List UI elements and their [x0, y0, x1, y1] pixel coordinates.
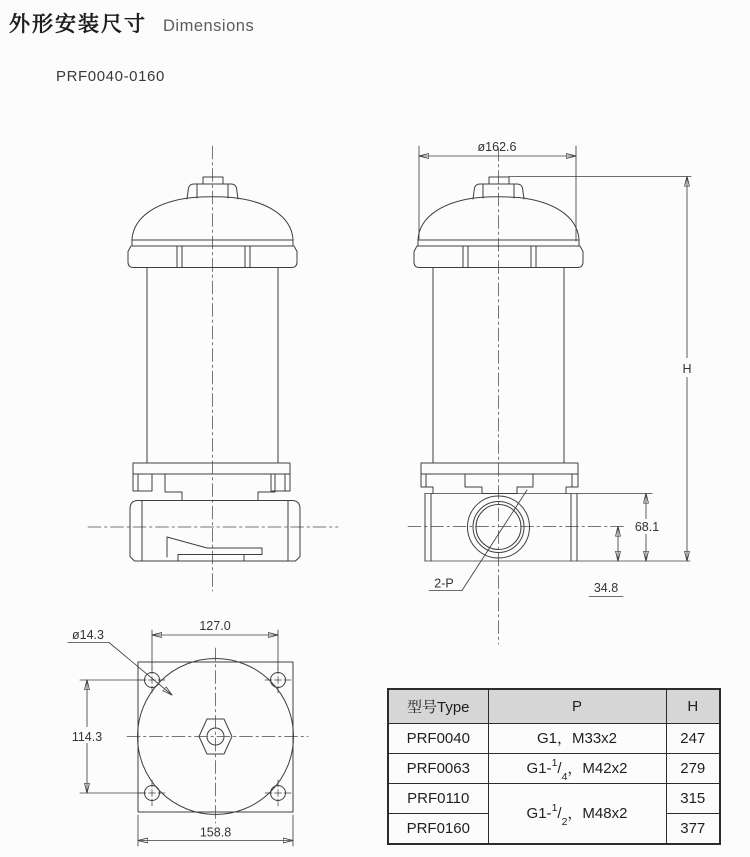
port-cell: G1，M33x2: [488, 724, 666, 754]
port-cell: $G1-^1/_2$，M48x2: [488, 784, 666, 845]
model-cell: PRF0040: [388, 724, 488, 754]
front-base-block: [130, 501, 300, 562]
front-base: [130, 463, 300, 561]
side-view: [408, 148, 690, 644]
side-bowl-step: [465, 474, 533, 494]
side-flange: [421, 463, 578, 474]
height-cell: 377: [666, 814, 720, 845]
front-view: [88, 146, 338, 591]
head-height-label: 68.1: [634, 520, 660, 534]
model-cell: PRF0063: [388, 754, 488, 784]
cap-diameter-label: ø162.6: [477, 140, 517, 154]
port-count-label: 2-P: [434, 576, 454, 591]
bolt-spacing-y-label: 114.3: [71, 730, 103, 744]
col-header-type: 型号Type: [388, 689, 488, 724]
table-row: [388, 724, 720, 754]
front-flange: [133, 463, 290, 474]
height-cell: 315: [666, 784, 720, 814]
page-title-en: Dimensions: [163, 17, 255, 35]
model-cell: PRF0110: [388, 784, 488, 814]
model-range-label: PRF0040-0160: [56, 68, 165, 85]
flange-width-label: 158.8: [199, 825, 232, 840]
table-header-row: [388, 689, 720, 724]
col-header-h: H: [666, 689, 720, 724]
col-header-p: P: [488, 689, 666, 724]
bottom-view: [68, 619, 308, 846]
overall-height-label: H: [682, 362, 692, 376]
table-row: [388, 784, 720, 814]
bolt-hole-diameter-label: ø14.3: [72, 628, 104, 642]
port-offset-label: 34.8: [593, 581, 619, 595]
front-bowl-step: [165, 474, 275, 501]
table-row: [388, 754, 720, 784]
height-cell: 247: [666, 724, 720, 754]
height-cell: 279: [666, 754, 720, 784]
dimension-table: [387, 688, 721, 845]
model-cell: PRF0160: [388, 814, 488, 845]
page-title-cn: 外形安装尺寸: [9, 13, 147, 36]
port-cell: $G1-^1/_4$，M42x2: [488, 754, 666, 784]
bolt-spacing-x-label: 127.0: [199, 619, 231, 633]
